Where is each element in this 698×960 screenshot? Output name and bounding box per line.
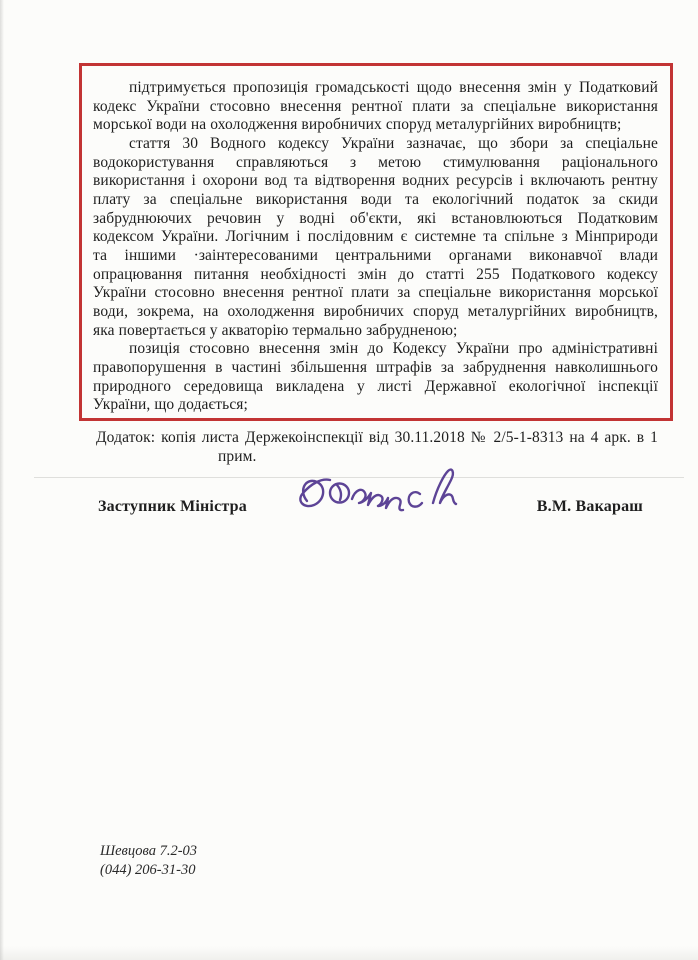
body-text-line: України стосовно внесення рентної плати за спеціальне використання морської <box>93 284 658 302</box>
executor-phone-line: (044) 206-31-30 <box>100 862 196 878</box>
scan-edge-artifact <box>0 0 4 960</box>
body-text-line: правопорушення в частині збільшення штрафів за забруднення навколишнього <box>93 358 658 376</box>
body-text-line: плату за спеціальне використання води та екологічний податок за скиди <box>93 190 658 208</box>
body-text-line: морської води на охолодження виробничих споруд металургійних виробництв; <box>93 116 622 134</box>
signatory-name: В.М. Вакараш <box>536 498 643 515</box>
body-text-line: забруднюючих речовин у водні об'єкти, які встановлюються Податковим <box>93 209 658 227</box>
body-text-line: підтримується пропозиція громадськості щодо внесення змін у Податковий <box>129 79 658 96</box>
handwritten-signature-ink <box>283 459 475 527</box>
body-text-line: водокористування справляються з метою стимулювання раціонального <box>93 153 658 171</box>
body-text-line: та іншими ·заінтересованими центральними органами виконавчої влади <box>93 246 658 264</box>
attachment-line-1: Додаток: копія листа Держекоінспекції від 30.11.2018 № 2/5-1-8313 на 4 арк. в 1 <box>96 429 658 446</box>
scan-bottom-shade <box>0 946 698 960</box>
body-text-line: опрацювання питання необхідності змін до статті 255 Податкового кодексу <box>93 265 658 283</box>
body-text-line: води, зокрема, на охолодження виробничих споруд металургійних виробництв, <box>93 302 658 320</box>
executor-info <box>100 842 197 880</box>
body-text-line: природного середовища викладена у листі Державної екологічної інспекції <box>93 377 658 395</box>
body-text-line: використання і охорони вод та відтворення водних ресурсів і включають рентну <box>93 172 658 190</box>
attachment-line-2: прим. <box>218 448 257 465</box>
signature-row <box>98 498 643 516</box>
body-text-line: яка повертається у акваторію термально забрудненою; <box>93 321 458 339</box>
signatory-title: Заступник Міністра <box>98 498 247 515</box>
highlight-red-box <box>79 63 673 421</box>
body-text-line: кодекс України стосовно внесення рентної плати за спеціальне використання <box>93 97 658 115</box>
body-text-line: позиція стосовно внесення змін до Кодексу України про адміністративні <box>129 340 658 358</box>
body-text-line: України, що додається; <box>93 396 248 414</box>
executor-name-line: Шевцова 7.2-03 <box>100 843 198 859</box>
body-text-line: кодексом України. Логічним і послідовним є системне та спільне з Мінприроди <box>93 228 658 246</box>
body-text-line: стаття 30 Водного кодексу України зазначає, що збори за спеціальне <box>129 134 658 152</box>
